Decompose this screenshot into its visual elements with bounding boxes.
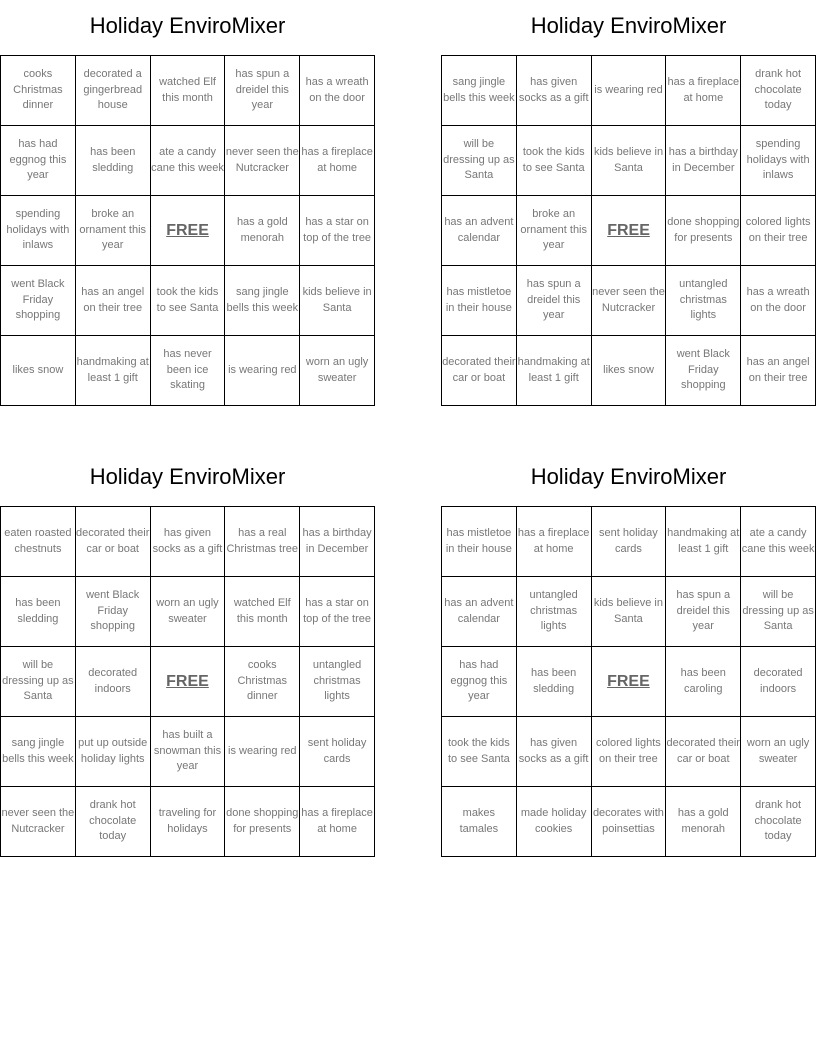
card-title: Holiday EnviroMixer: [530, 13, 727, 38]
bingo-cell: broke an ornament this year: [516, 196, 591, 266]
bingo-cell: has a star on top of the tree: [300, 196, 375, 266]
bingo-cell: has spun a dreidel this year: [516, 266, 591, 336]
bingo-cell: has had eggnog this year: [442, 647, 517, 717]
card-title: Holiday EnviroMixer: [530, 464, 727, 489]
bingo-cell: has given socks as a gift: [516, 717, 591, 787]
free-space-cell: FREE: [150, 196, 225, 266]
bingo-cell: will be dressing up as Santa: [442, 126, 517, 196]
bingo-cell: decorated their car or boat: [442, 336, 517, 406]
bingo-cell: made holiday cookies: [516, 787, 591, 857]
bingo-cell: kids believe in Santa: [591, 577, 666, 647]
bingo-cell: drank hot chocolate today: [75, 787, 150, 857]
bingo-cell: has a gold menorah: [666, 787, 741, 857]
bingo-grid: [0, 506, 375, 857]
grid-row: [442, 126, 816, 196]
grid-row: [1, 336, 375, 406]
bingo-cell: watched Elf this month: [225, 577, 300, 647]
bingo-cell: cooks Christmas dinner: [1, 56, 76, 126]
bingo-cell: has spun a dreidel this year: [666, 577, 741, 647]
bingo-cell: is wearing red: [225, 336, 300, 406]
bingo-cell: spending holidays with inlaws: [1, 196, 76, 266]
grid-row: [442, 266, 816, 336]
bingo-cell: sang jingle bells this week: [225, 266, 300, 336]
free-space-cell: FREE: [591, 647, 666, 717]
bingo-cell: will be dressing up as Santa: [741, 577, 816, 647]
bingo-cell: drank hot chocolate today: [741, 56, 816, 126]
bingo-grid: [441, 506, 816, 857]
bingo-grid: [0, 55, 375, 406]
bingo-cell: sent holiday cards: [300, 717, 375, 787]
bingo-cell: has mistletoe in their house: [442, 507, 517, 577]
card-title: Holiday EnviroMixer: [89, 464, 286, 489]
bingo-cell: has a fireplace at home: [516, 507, 591, 577]
bingo-cell: has a fireplace at home: [300, 787, 375, 857]
bingo-cell: will be dressing up as Santa: [1, 647, 76, 717]
bingo-cell: decorated a gingerbread house: [75, 56, 150, 126]
bingo-cell: decorated their car or boat: [666, 717, 741, 787]
grid-row: [1, 787, 375, 857]
bingo-cell: has a wreath on the door: [741, 266, 816, 336]
bingo-cell: worn an ugly sweater: [150, 577, 225, 647]
bingo-cell: has an angel on their tree: [741, 336, 816, 406]
grid-row: [442, 196, 816, 266]
grid-row: [1, 507, 375, 577]
bingo-cell: decorated indoors: [75, 647, 150, 717]
bingo-cell: untangled christmas lights: [300, 647, 375, 717]
free-space-cell: FREE: [150, 647, 225, 717]
bingo-cell: is wearing red: [225, 717, 300, 787]
bingo-cell: is wearing red: [591, 56, 666, 126]
bingo-cell: sang jingle bells this week: [442, 56, 517, 126]
grid-row: [442, 56, 816, 126]
bingo-cell: kids believe in Santa: [591, 126, 666, 196]
bingo-cell: has never been ice skating: [150, 336, 225, 406]
bingo-cell: colored lights on their tree: [591, 717, 666, 787]
bingo-cell: has spun a dreidel this year: [225, 56, 300, 126]
bingo-cell: has a birthday in December: [300, 507, 375, 577]
bingo-cell: went Black Friday shopping: [666, 336, 741, 406]
bingo-cell: ate a candy cane this week: [150, 126, 225, 196]
bingo-grid: [441, 55, 816, 406]
bingo-cell: has a fireplace at home: [300, 126, 375, 196]
bingo-cell: done shopping for presents: [666, 196, 741, 266]
bingo-cell: makes tamales: [442, 787, 517, 857]
grid-row: [442, 507, 816, 577]
bingo-cell: took the kids to see Santa: [516, 126, 591, 196]
bingo-cell: never seen the Nutcracker: [225, 126, 300, 196]
grid-row: [1, 647, 375, 717]
bingo-cell: worn an ugly sweater: [300, 336, 375, 406]
grid-row: [1, 126, 375, 196]
bingo-cell: decorated indoors: [741, 647, 816, 717]
bingo-cell: has an angel on their tree: [75, 266, 150, 336]
bingo-cell: has a real Christmas tree: [225, 507, 300, 577]
grid-row: [442, 717, 816, 787]
bingo-cell: has given socks as a gift: [150, 507, 225, 577]
bingo-cell: took the kids to see Santa: [150, 266, 225, 336]
bingo-cell: has a birthday in December: [666, 126, 741, 196]
bingo-cell: likes snow: [1, 336, 76, 406]
bingo-cell: handmaking at least 1 gift: [666, 507, 741, 577]
bingo-cell: decorated their car or boat: [75, 507, 150, 577]
bingo-cell: never seen the Nutcracker: [1, 787, 76, 857]
bingo-cell: never seen the Nutcracker: [591, 266, 666, 336]
bingo-cell: watched Elf this month: [150, 56, 225, 126]
bingo-cell: has been sledding: [516, 647, 591, 717]
card-title: Holiday EnviroMixer: [89, 13, 286, 38]
free-space-cell: FREE: [591, 196, 666, 266]
bingo-cell: untangled christmas lights: [516, 577, 591, 647]
bingo-cell: sent holiday cards: [591, 507, 666, 577]
grid-row: [1, 196, 375, 266]
grid-row: [442, 787, 816, 857]
bingo-cell: put up outside holiday lights: [75, 717, 150, 787]
grid-row: [442, 577, 816, 647]
bingo-cell: has an advent calendar: [442, 196, 517, 266]
bingo-cell: went Black Friday shopping: [1, 266, 76, 336]
grid-row: [1, 56, 375, 126]
bingo-cell: has mistletoe in their house: [442, 266, 517, 336]
bingo-cell: broke an ornament this year: [75, 196, 150, 266]
bingo-cell: kids believe in Santa: [300, 266, 375, 336]
bingo-cell: went Black Friday shopping: [75, 577, 150, 647]
bingo-cell: cooks Christmas dinner: [225, 647, 300, 717]
grid-row: [1, 266, 375, 336]
bingo-cell: has a star on top of the tree: [300, 577, 375, 647]
bingo-cell: has a wreath on the door: [300, 56, 375, 126]
bingo-cell: handmaking at least 1 gift: [516, 336, 591, 406]
bingo-cell: has a fireplace at home: [666, 56, 741, 126]
bingo-cell: ate a candy cane this week: [741, 507, 816, 577]
bingo-cell: has given socks as a gift: [516, 56, 591, 126]
bingo-cell: spending holidays with inlaws: [741, 126, 816, 196]
grid-row: [1, 717, 375, 787]
bingo-cell: took the kids to see Santa: [442, 717, 517, 787]
bingo-cell: has a gold menorah: [225, 196, 300, 266]
bingo-cell: likes snow: [591, 336, 666, 406]
bingo-cell: colored lights on their tree: [741, 196, 816, 266]
bingo-cell: traveling for holidays: [150, 787, 225, 857]
bingo-cell: drank hot chocolate today: [741, 787, 816, 857]
bingo-cell: eaten roasted chestnuts: [1, 507, 76, 577]
bingo-cell: handmaking at least 1 gift: [75, 336, 150, 406]
bingo-cell: has been sledding: [75, 126, 150, 196]
grid-row: [442, 647, 816, 717]
grid-row: [1, 577, 375, 647]
bingo-cell: done shopping for presents: [225, 787, 300, 857]
bingo-cell: has been sledding: [1, 577, 76, 647]
bingo-cell: decorates with poinsettias: [591, 787, 666, 857]
bingo-cell: has had eggnog this year: [1, 126, 76, 196]
grid-row: [442, 336, 816, 406]
bingo-cell: sang jingle bells this week: [1, 717, 76, 787]
bingo-cell: has been caroling: [666, 647, 741, 717]
bingo-cell: has built a snowman this year: [150, 717, 225, 787]
bingo-cell: untangled christmas lights: [666, 266, 741, 336]
bingo-cell: worn an ugly sweater: [741, 717, 816, 787]
bingo-cell: has an advent calendar: [442, 577, 517, 647]
